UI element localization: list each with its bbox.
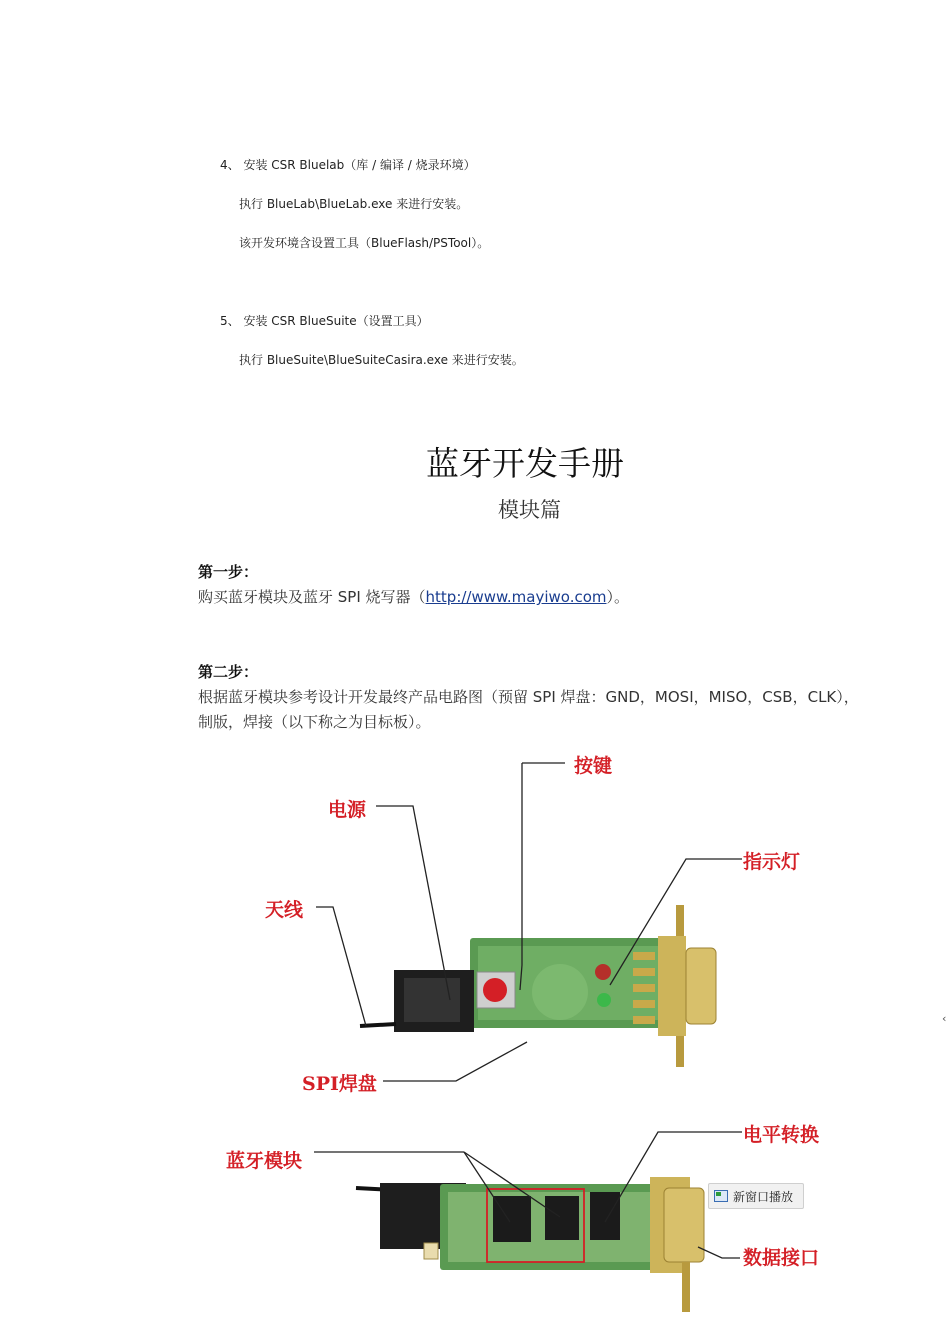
db9-connector-1 [658, 905, 716, 1067]
install-item-4-line-1: 执行 BlueLab\BlueLab.exe 来进行安装。 [239, 197, 469, 211]
edge-scroll-mark: ‹ [942, 1012, 947, 1025]
power-jack-inner [404, 978, 460, 1022]
step-1-text-after: ）。 [606, 588, 630, 606]
document-title: 蓝牙开发手册 [426, 444, 624, 483]
label-button: 按键 [574, 755, 613, 777]
chip-flash [545, 1196, 579, 1240]
install-item-4-line-2: 该开发环境含设置工具（BlueFlash/PSTool）。 [239, 236, 490, 250]
label-level-shift: 电平转换 [743, 1124, 820, 1146]
step-1-heading: 第一步： [198, 563, 259, 581]
install-item-5-line-1: 执行 BlueSuite\BlueSuiteCasira.exe 来进行安装。 [239, 353, 524, 367]
push-button-cap [483, 978, 507, 1002]
document-subtitle: 模块篇 [498, 498, 561, 522]
label-data-port: 数据接口 [743, 1247, 820, 1269]
mayiwo-link[interactable]: http://www.mayiwo.com [425, 588, 607, 606]
install-item-4-heading: 4、 安装 CSR Bluelab（库 / 编译 / 烧录环境） [220, 158, 476, 172]
led-green [597, 993, 611, 1007]
db9-connector-2 [650, 1177, 704, 1312]
led-red [595, 964, 611, 980]
open-in-new-window-label: 新窗口播放 [733, 1189, 794, 1204]
label-bt-module: 蓝牙模块 [226, 1150, 303, 1172]
step-1-text [198, 586, 629, 607]
chip-bt [493, 1196, 531, 1242]
chip-level-shift [590, 1192, 620, 1240]
label-spi-pad: SPI焊盘 [302, 1073, 377, 1095]
step-2-line-2: 制版，焊接（以下称之为目标板）。 [198, 713, 431, 731]
label-indicator: 指示灯 [743, 851, 801, 873]
video-window-icon [714, 1190, 728, 1202]
small-component [424, 1243, 438, 1259]
step-1-text-before: 购买蓝牙模块及蓝牙 SPI 烧写器（ [198, 588, 426, 606]
step-2-heading: 第二步： [198, 663, 259, 681]
module-diagram-2 [0, 1110, 950, 1344]
step-2-line-1: 根据蓝牙模块参考设计开发最终产品电路图（预留 SPI 焊盘：GND，MOSI，MISO，CSB，CLK）， [198, 688, 859, 706]
module-diagram-1 [0, 740, 950, 1105]
open-in-new-window-button[interactable] [708, 1183, 804, 1209]
label-power: 电源 [328, 799, 367, 821]
label-antenna: 天线 [265, 899, 304, 921]
install-item-5-heading: 5、 安装 CSR BlueSuite（设置工具） [220, 314, 429, 328]
